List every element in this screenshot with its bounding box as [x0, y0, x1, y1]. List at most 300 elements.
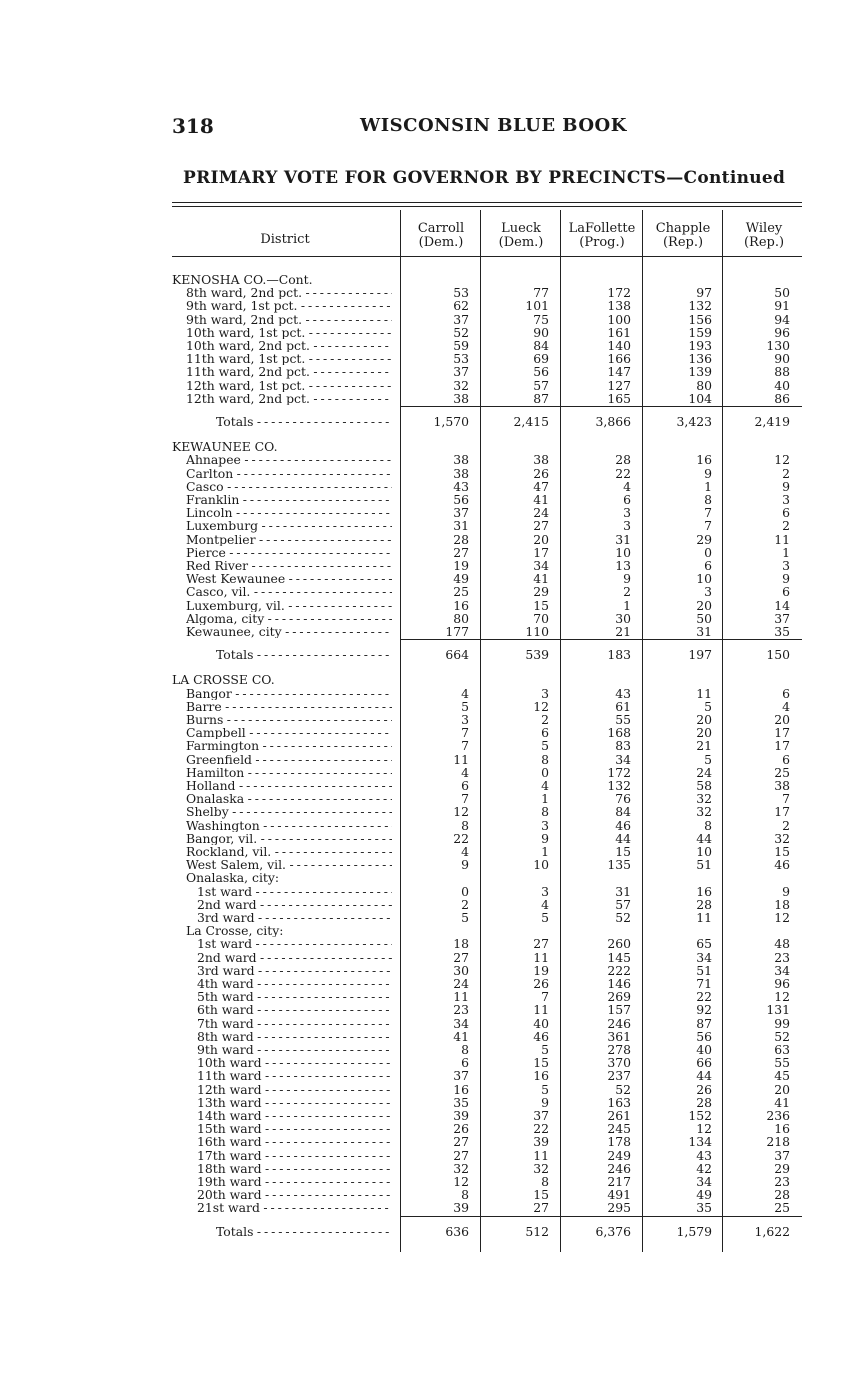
district-name: Kewaunee, city - - -: [186, 625, 392, 638]
district-name: Holland - - -: [186, 779, 392, 792]
vote-count: 4: [541, 896, 549, 912]
table-row: [0, 533, 859, 546]
totals-rule: [400, 1216, 802, 1217]
vote-count: 163: [607, 1094, 631, 1110]
vote-count: 8: [461, 1187, 469, 1203]
vote-count: 9: [541, 830, 549, 846]
table-row: [0, 898, 859, 911]
vote-count: 636: [445, 1223, 469, 1239]
candidate-party: (Rep.): [743, 235, 785, 250]
table-row: [0, 700, 859, 713]
vote-count: 147: [607, 364, 631, 380]
vote-count: 51: [696, 962, 712, 978]
county-heading: [0, 440, 859, 453]
vote-count: 32: [696, 804, 712, 820]
table-row: [0, 871, 859, 884]
district-name: 16th ward - - -: [197, 1135, 392, 1148]
vote-count: 3: [461, 712, 469, 727]
table-row: [0, 792, 859, 805]
vote-count: 42: [696, 1160, 712, 1176]
vote-count: 35: [696, 1200, 712, 1216]
vote-count: 55: [774, 1055, 790, 1071]
district-name: 12th ward, 2nd pct. - - -: [186, 392, 392, 405]
vote-count: 9: [782, 478, 790, 494]
vote-count: 17: [774, 725, 790, 741]
vote-count: 59: [453, 338, 469, 353]
vote-count: 27: [533, 1200, 549, 1216]
district-name: 12th ward, 1st pct. - - -: [186, 379, 392, 392]
vote-count: 31: [453, 518, 469, 534]
table-row: [0, 453, 859, 466]
table-title: PRIMARY VOTE FOR GOVERNOR BY PRECINCTS—Continued: [183, 168, 786, 188]
vote-count: 246: [607, 1015, 631, 1031]
vote-count: 131: [766, 1002, 790, 1018]
vote-count: 136: [688, 351, 712, 367]
vote-count: 3: [704, 584, 712, 600]
vote-count: 6: [782, 685, 790, 701]
vote-count: 52: [615, 1081, 631, 1097]
vote-count: 6: [541, 725, 549, 741]
vote-count: 27: [453, 1134, 469, 1150]
district-name: 19th ward - - -: [197, 1175, 392, 1188]
district-name: Farmington - - -: [186, 739, 392, 752]
vote-count: 83: [615, 738, 631, 754]
vote-count: 9: [623, 571, 631, 587]
vote-count: 16: [696, 452, 712, 468]
district-name: Washington - - -: [186, 819, 392, 832]
vote-count: 4: [461, 844, 469, 859]
table-row: [0, 964, 859, 977]
vote-count: 8: [704, 817, 712, 833]
vote-count: 183: [607, 647, 631, 663]
vote-count: 13: [615, 558, 631, 573]
vote-count: 20: [774, 1081, 790, 1097]
vote-count: 88: [774, 364, 790, 380]
table-row: [0, 1201, 859, 1214]
vote-count: 197: [688, 647, 712, 663]
vote-count: 6: [782, 584, 790, 600]
vote-count: 159: [688, 324, 712, 340]
vote-count: 91: [774, 298, 790, 314]
vote-count: 269: [607, 989, 631, 1005]
district-name: 9th ward, 1st pct. - - -: [186, 299, 392, 312]
vote-count: 26: [533, 465, 549, 481]
totals-row: [0, 415, 859, 428]
vote-count: 16: [453, 597, 469, 613]
table-row: [0, 559, 859, 572]
vote-count: 21: [615, 624, 631, 639]
vote-count: 5: [704, 751, 712, 767]
vote-count: 20: [696, 725, 712, 741]
vote-count: 34: [696, 1174, 712, 1189]
vote-count: 6: [704, 558, 712, 573]
vote-count: 145: [607, 949, 631, 965]
district-name: Luxemburg, vil. - - -: [186, 599, 392, 612]
vote-count: 7: [461, 791, 469, 807]
vote-count: 6: [623, 492, 631, 507]
vote-count: 3: [623, 518, 631, 534]
vote-count: 77: [533, 285, 549, 301]
table-row: [0, 1056, 859, 1069]
vote-count: 44: [696, 1068, 712, 1084]
vote-count: 47: [533, 478, 549, 494]
vote-count: 22: [453, 830, 469, 846]
table-row: [0, 805, 859, 818]
vote-count: 92: [696, 1002, 712, 1018]
vote-count: 664: [445, 647, 469, 663]
vote-count: 31: [615, 883, 631, 899]
column-header-district: District: [260, 232, 310, 247]
vote-count: 38: [774, 778, 790, 793]
candidate-name: Lueck: [501, 221, 541, 236]
district-name: Casco, vil. - - -: [186, 585, 392, 598]
vote-count: 90: [533, 324, 549, 340]
vote-count: 56: [453, 492, 469, 507]
vote-count: 1,579: [676, 1223, 712, 1239]
district-name: Rockland, vil. - - -: [186, 845, 392, 858]
vote-count: 2: [782, 817, 790, 833]
vote-count: 43: [696, 1147, 712, 1163]
candidate-name: LaFollette: [568, 221, 636, 236]
vote-count: 53: [453, 285, 469, 301]
vote-count: 9: [541, 1094, 549, 1110]
district-name: 3rd ward - - -: [197, 911, 392, 924]
vote-count: 15: [533, 597, 549, 613]
candidate-party: (Dem.): [418, 235, 464, 250]
table-row: [0, 1003, 859, 1016]
district-name: Totals - - -: [216, 648, 392, 661]
table-row: [0, 1017, 859, 1030]
vote-count: 295: [607, 1200, 631, 1216]
vote-count: 31: [696, 624, 712, 639]
vote-count: 17: [774, 738, 790, 754]
vote-count: 16: [774, 1121, 790, 1137]
vote-count: 11: [533, 1002, 549, 1018]
vote-count: 7: [541, 989, 549, 1005]
vote-count: 29: [533, 584, 549, 600]
vote-count: 1: [541, 844, 549, 859]
vote-count: 178: [607, 1134, 631, 1150]
vote-count: 57: [533, 377, 549, 393]
vote-count: 5: [541, 738, 549, 754]
vote-count: 62: [453, 298, 469, 314]
vote-count: 28: [696, 896, 712, 912]
vote-count: 57: [615, 896, 631, 912]
vote-count: 75: [533, 311, 549, 327]
vote-count: 12: [453, 804, 469, 820]
vote-count: 43: [453, 478, 469, 494]
vote-count: 11: [533, 949, 549, 965]
vote-count: 4: [623, 478, 631, 494]
vote-count: 4: [461, 764, 469, 780]
vote-count: 51: [696, 857, 712, 873]
table-row: [0, 1030, 859, 1043]
vote-count: 37: [453, 311, 469, 327]
vote-count: 40: [774, 377, 790, 393]
county-heading: [0, 673, 859, 686]
vote-count: 152: [688, 1108, 712, 1123]
vote-count: 237: [607, 1068, 631, 1084]
vote-count: 370: [607, 1055, 631, 1071]
vote-count: 34: [696, 949, 712, 965]
table-row: [0, 1109, 859, 1122]
vote-count: 58: [696, 778, 712, 793]
table-row: [0, 365, 859, 378]
vote-count: 4: [782, 698, 790, 714]
vote-count: 70: [533, 610, 549, 626]
vote-count: 35: [453, 1094, 469, 1110]
district-name: Onalaska - - -: [186, 792, 392, 805]
vote-count: 38: [453, 452, 469, 468]
vote-count: 97: [696, 285, 712, 301]
vote-count: 9: [704, 465, 712, 481]
table-row: [0, 739, 859, 752]
table-row: [0, 1043, 859, 1056]
vote-count: 135: [607, 857, 631, 873]
vote-count: 236: [766, 1108, 790, 1123]
vote-count: 3,866: [595, 414, 631, 429]
vote-count: 11: [696, 685, 712, 701]
totals-rule: [400, 639, 802, 640]
vote-count: 61: [615, 698, 631, 714]
vote-count: 22: [615, 465, 631, 481]
table-row: [0, 467, 859, 480]
district-name: 8th ward - - -: [197, 1030, 392, 1043]
district-name: 12th ward - - -: [197, 1083, 392, 1096]
vote-count: 5: [461, 698, 469, 714]
vote-count: 41: [533, 492, 549, 507]
vote-count: 12: [453, 1174, 469, 1189]
district-name: Algoma, city - - -: [186, 612, 392, 625]
vote-count: 3: [541, 685, 549, 701]
vote-count: 1,570: [433, 414, 469, 429]
vote-count: 0: [461, 883, 469, 899]
table-row: [0, 977, 859, 990]
vote-count: 86: [774, 390, 790, 406]
vote-count: 25: [774, 764, 790, 780]
vote-count: 11: [453, 751, 469, 767]
table-row: [0, 845, 859, 858]
district-name: 1st ward - - -: [197, 937, 392, 950]
vote-count: 16: [533, 1068, 549, 1084]
vote-count: 3,423: [676, 414, 712, 429]
vote-count: 10: [615, 544, 631, 560]
vote-count: 130: [766, 338, 790, 353]
district-name: 10th ward - - -: [197, 1056, 392, 1069]
vote-count: 22: [533, 1121, 549, 1137]
vote-count: 0: [541, 764, 549, 780]
vote-count: 24: [696, 764, 712, 780]
vote-count: 39: [453, 1200, 469, 1216]
vote-count: 55: [615, 712, 631, 727]
vote-count: 39: [533, 1134, 549, 1150]
vote-count: 27: [533, 518, 549, 534]
vote-count: 49: [453, 571, 469, 587]
vote-count: 48: [774, 936, 790, 952]
vote-count: 32: [774, 830, 790, 846]
vote-count: 6: [782, 505, 790, 521]
table-row: [0, 625, 859, 638]
vote-count: 12: [774, 910, 790, 925]
district-name: 20th ward - - -: [197, 1188, 392, 1201]
vote-count: 29: [774, 1160, 790, 1176]
vote-count: 539: [525, 647, 549, 663]
district-name: 6th ward - - -: [197, 1003, 392, 1016]
vote-count: 9: [782, 571, 790, 587]
district-name: Greenfield - - -: [186, 753, 392, 766]
vote-count: 127: [607, 377, 631, 393]
table-row: [0, 779, 859, 792]
district-name: La Crosse, city:: [186, 924, 284, 938]
table-row: [0, 286, 859, 299]
vote-count: 18: [774, 896, 790, 912]
vote-count: 139: [688, 364, 712, 380]
table-row: [0, 352, 859, 365]
district-name: 10th ward, 1st pct. - - -: [186, 326, 392, 339]
vote-count: 5: [704, 698, 712, 714]
vote-count: 27: [453, 544, 469, 560]
vote-count: 100: [607, 311, 631, 327]
vote-count: 5: [541, 910, 549, 925]
candidate-name: Carroll: [417, 221, 465, 236]
vote-count: 34: [533, 558, 549, 573]
vote-count: 10: [696, 844, 712, 859]
table-row: [0, 687, 859, 700]
vote-count: 23: [453, 1002, 469, 1018]
totals-rule: [400, 406, 802, 407]
vote-count: 20: [533, 531, 549, 547]
vote-count: 50: [774, 285, 790, 301]
vote-count: 11: [696, 910, 712, 925]
vote-count: 12: [533, 698, 549, 714]
vote-count: 491: [607, 1187, 631, 1203]
vote-count: 30: [615, 610, 631, 626]
district-name: Pierce - - -: [186, 546, 392, 559]
vote-count: 37: [453, 505, 469, 521]
table-row: [0, 1175, 859, 1188]
vote-count: 50: [696, 610, 712, 626]
district-name: 13th ward - - -: [197, 1096, 392, 1109]
vote-count: 0: [704, 544, 712, 560]
vote-count: 132: [607, 778, 631, 793]
vote-count: 161: [607, 324, 631, 340]
vote-count: 27: [453, 949, 469, 965]
table-row: [0, 326, 859, 339]
vote-count: 2: [623, 584, 631, 600]
vote-count: 46: [615, 817, 631, 833]
vote-count: 32: [696, 791, 712, 807]
table-row: [0, 937, 859, 950]
vote-count: 138: [607, 298, 631, 314]
vote-count: 166: [607, 351, 631, 367]
district-name: Carlton - - -: [186, 467, 392, 480]
vote-count: 15: [774, 844, 790, 859]
vote-count: 49: [696, 1187, 712, 1203]
district-name: Montpelier - - -: [186, 533, 392, 546]
vote-count: 218: [766, 1134, 790, 1150]
table-row: [0, 911, 859, 924]
table-row: [0, 713, 859, 726]
vote-count: 12: [696, 1121, 712, 1137]
vote-count: 24: [533, 505, 549, 521]
vote-count: 87: [696, 1015, 712, 1031]
table-row: [0, 1188, 859, 1201]
vote-count: 35: [774, 624, 790, 639]
district-name: Burns - - -: [186, 713, 392, 726]
district-name: 21st ward - - -: [197, 1201, 392, 1214]
candidate-name: Wiley: [745, 221, 783, 236]
vote-count: 146: [607, 976, 631, 991]
vote-count: 2,419: [754, 414, 790, 429]
district-name: Bangor, vil. - - -: [186, 832, 392, 845]
vote-count: 84: [533, 338, 549, 353]
table-row: [0, 1096, 859, 1109]
table-row: [0, 313, 859, 326]
table-row: [0, 885, 859, 898]
district-name: Red River - - -: [186, 559, 392, 572]
vote-count: 31: [615, 531, 631, 547]
district-name: 15th ward - - -: [197, 1122, 392, 1135]
vote-count: 37: [774, 610, 790, 626]
vote-count: 2: [782, 465, 790, 481]
vote-count: 34: [453, 1015, 469, 1031]
vote-count: 44: [615, 830, 631, 846]
vote-count: 43: [615, 685, 631, 701]
vote-count: 5: [541, 1081, 549, 1097]
table-row: [0, 858, 859, 871]
vote-count: 52: [453, 324, 469, 340]
vote-count: 45: [774, 1068, 790, 1084]
vote-count: 3: [623, 505, 631, 521]
vote-count: 52: [774, 1028, 790, 1044]
vote-count: 15: [615, 844, 631, 859]
vote-count: 11: [533, 1147, 549, 1163]
table-row: [0, 379, 859, 392]
district-name: 17th ward - - -: [197, 1149, 392, 1162]
vote-count: 7: [704, 505, 712, 521]
district-name: Hamilton - - -: [186, 766, 392, 779]
table-row: [0, 990, 859, 1003]
vote-count: 19: [533, 962, 549, 978]
table-row: [0, 519, 859, 532]
vote-count: 20: [696, 712, 712, 727]
vote-count: 6: [461, 778, 469, 793]
district-name: 14th ward - - -: [197, 1109, 392, 1122]
vote-count: 32: [453, 1160, 469, 1176]
candidate-party: (Dem.): [498, 235, 544, 250]
vote-count: 96: [774, 976, 790, 991]
vote-count: 2: [461, 896, 469, 912]
table-row: [0, 753, 859, 766]
vote-count: 23: [774, 1174, 790, 1189]
table-row: [0, 1149, 859, 1162]
vote-count: 246: [607, 1160, 631, 1176]
table-row: [0, 1162, 859, 1175]
vote-count: 172: [607, 285, 631, 301]
vote-count: 44: [696, 830, 712, 846]
vote-count: 101: [525, 298, 549, 314]
vote-count: 172: [607, 764, 631, 780]
vote-count: 2: [782, 518, 790, 534]
district-name: 9th ward - - -: [197, 1043, 392, 1056]
vote-count: 150: [766, 647, 790, 663]
district-name: West Kewaunee - - -: [186, 572, 392, 585]
vote-count: 177: [445, 624, 469, 639]
vote-count: 37: [453, 1068, 469, 1084]
vote-count: 37: [533, 1108, 549, 1123]
vote-count: 15: [533, 1055, 549, 1071]
table-row: [0, 1122, 859, 1135]
